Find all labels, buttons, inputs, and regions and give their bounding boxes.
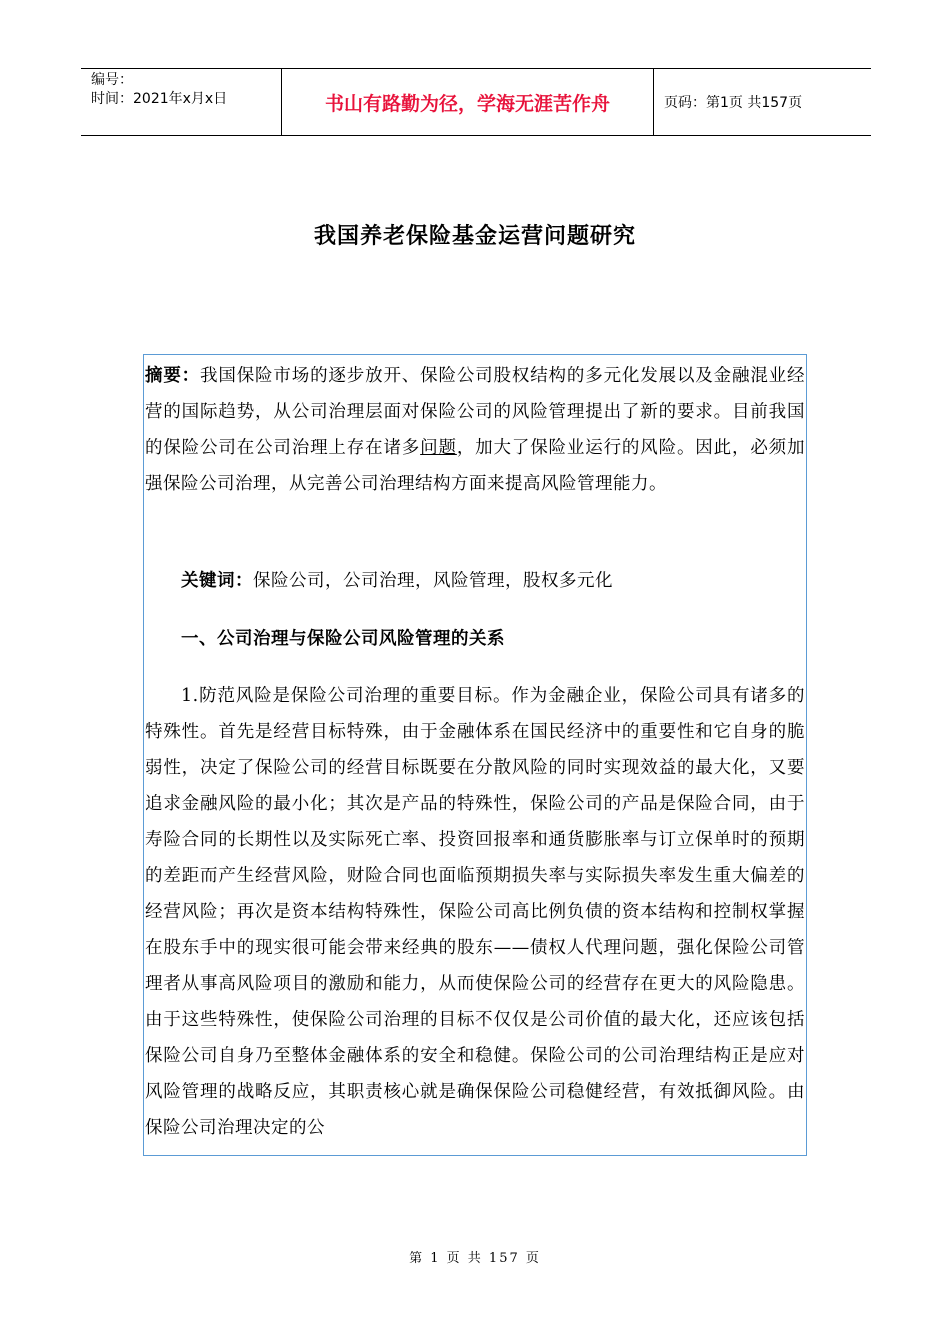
keywords-text: 保险公司，公司治理，风险管理，股权多元化 <box>253 571 613 591</box>
body-paragraph: 1.防范风险是保险公司治理的重要目标。作为金融企业，保险公司具有诸多的特殊性。首先是经营目标特殊，由于金融体系在国民经济中的重要性和它自身的脆弱性，决定了保险公司的经营目标既要在分散风险的同时实现效益的最大化，又要追求金融风险的最小化；其次是产品的特殊性，保险公司的产品是保险合同，由于寿险合同的长期性以及实际死亡率、投资回报率和通货膨胀率与订立保单时的预期的差距而产生经营风险，财险合同也面临预期损失率与实际损失率发生重大偏差的经营风险；再次是资本结构特殊性，保险公司高比例负债的资本结构和控制权掌握在股东手中的现实很可能会带来经典的股东——债权人代理问题，强化保险公司管理者从事高风险项目的激励和能力，从而使保险公司的经营存在更大的风险隐患。由于这些特殊性，使保险公司治理的目标不仅仅是公司价值的最大化，还应该包括保险公司自身乃至整体金融体系的安全和稳健。保险公司的公司治理结构正是应对风险管理的战略反应，其职责核心就是确保保险公司稳健经营，有效抵御风险。由保险公司治理决定的公 <box>145 686 805 1138</box>
abstract-text-before: 我国保险市场的逐步放开、保险公司股权结构的多元化发展以及金融混业经营的国际趋势，从公司治理层面对保险公司的风险管理提出了新的要求。目前我国的保险公司在公司治理上存在诸多 <box>145 366 806 458</box>
abstract-label: 摘要： <box>145 366 201 386</box>
date-label: 时间：2021年x月x日 <box>91 91 228 107</box>
section-heading: 一、公司治理与保险公司风险管理的关系 <box>181 629 505 649</box>
abstract-underlined: 问题 <box>420 438 457 458</box>
document-title: 我国养老保险基金运营问题研究 <box>313 223 636 249</box>
header-motto: 书山有路勤为径，学海无涯苦作舟 <box>281 69 654 135</box>
keywords-paragraph <box>145 563 805 599</box>
header-left-cell <box>81 69 281 135</box>
page-footer: 第 1 页 共 157 页 <box>409 1251 541 1266</box>
header-page-info: 页码：第1页 共157页 <box>664 95 803 111</box>
abstract-paragraph <box>145 358 805 502</box>
abstract-text-after: ，加大了保险业运行的风险。因此，必须加强保险公司治理，从完善公司治理结构方面来提高风险管理能力。 <box>145 438 806 494</box>
header-table <box>81 68 871 136</box>
code-label: 编号： <box>91 72 133 88</box>
keywords-label: 关键词： <box>181 571 253 591</box>
